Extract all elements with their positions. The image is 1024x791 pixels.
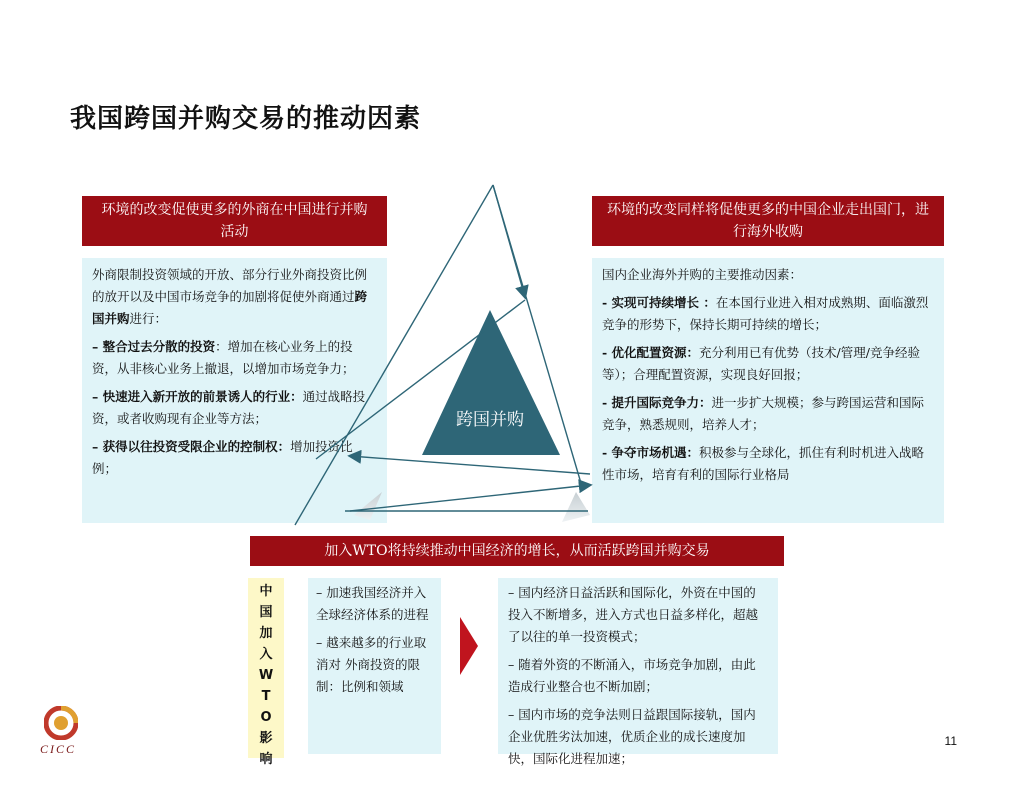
right-item: - 争夺市场机遇：积极参与全球化，抓住有利时机进入战略性市场，培育有利的国际行业格局 <box>602 445 925 482</box>
mid-item: – 越来越多的行业取消对 外商投资的限制：比例和领域 <box>316 635 427 694</box>
right-item: - 优化配置资源：充分利用已有优势（技术/管理/竞争经验等）；合理配置资源，实现良好回报； <box>602 345 920 382</box>
right-box <box>498 578 778 766</box>
shadow-right <box>562 492 590 522</box>
center-triangle <box>422 310 560 455</box>
left-item: – 整合过去分散的投资：增加在核心业务上的投资，从非核心业务上撤退，以增加市场竞争力； <box>92 339 355 376</box>
left-item: – 快速进入新开放的前景诱人的行业：通过战略投资，或者收购现有企业等方法； <box>92 389 366 426</box>
page-title: 我国跨国并购交易的推动因素 <box>70 104 422 134</box>
right-box-item: – 国内经济日益活跃和国际化，外资在中国的投入不断增多，进入方式也日益多样化，超越了以往的单一投资模式； <box>508 585 759 644</box>
right-box-item: – 随着外资的不断涌入，市场竞争加剧，由此造成行业整合也不断加剧； <box>508 657 756 694</box>
center-label: 跨国并购 <box>456 410 524 430</box>
bottom-header: 加入WTO将持续推动中国经济的增长，从而活跃跨国并购交易 <box>250 536 784 566</box>
right-box-item: – 国内市场的竞争法则日益跟国际接轨，国内企业优胜劣汰加速，优质企业的成长速度加快，国际化进程加速； <box>508 707 756 766</box>
mid-box <box>308 578 441 754</box>
logo-text: CICC <box>40 742 77 756</box>
left-intro-a: 外商限制投资领域的开放、部分行业外商投资比例的放开以及中国市场竞争的加剧将促使外商通过 <box>92 267 368 304</box>
right-body <box>592 258 944 523</box>
mid-item: – 加速我国经济并入全球经济体系的进程 <box>316 585 429 622</box>
page-number: 11 <box>944 734 957 748</box>
arrow-left-line <box>295 185 493 525</box>
cicc-logo-icon <box>44 706 78 740</box>
wto-label: 中 国 加 入 W T O 影 响 <box>248 578 284 758</box>
arrow-bottom-right <box>350 485 590 511</box>
left-header: 环境的改变促使更多的外商在中国进行并购活动 <box>82 196 387 246</box>
left-intro-bold: 跨国并购 <box>92 289 368 326</box>
right-item: - 提升国际竞争力：进一步扩大规模；参与跨国运营和国际竞争，熟悉规则，培养人才； <box>602 395 925 432</box>
left-item: – 获得以往投资受限企业的控制权：增加投资比例； <box>92 439 353 476</box>
right-intro: 国内企业海外并购的主要推动因素： <box>602 267 803 282</box>
arrow-right-icon <box>460 617 478 675</box>
left-intro-b: 进行： <box>129 311 168 326</box>
arrow-bottom-left <box>350 456 590 474</box>
cycle-diagram <box>290 170 620 540</box>
shadow-left <box>354 492 382 520</box>
right-header: 环境的改变同样将促使更多的中国企业走出国门，进行海外收购 <box>592 196 944 246</box>
right-item: - 实现可持续增长 ：在本国行业进入相对成熟期、面临激烈竞争的形势下，保持长期可持续的增长； <box>602 295 929 332</box>
